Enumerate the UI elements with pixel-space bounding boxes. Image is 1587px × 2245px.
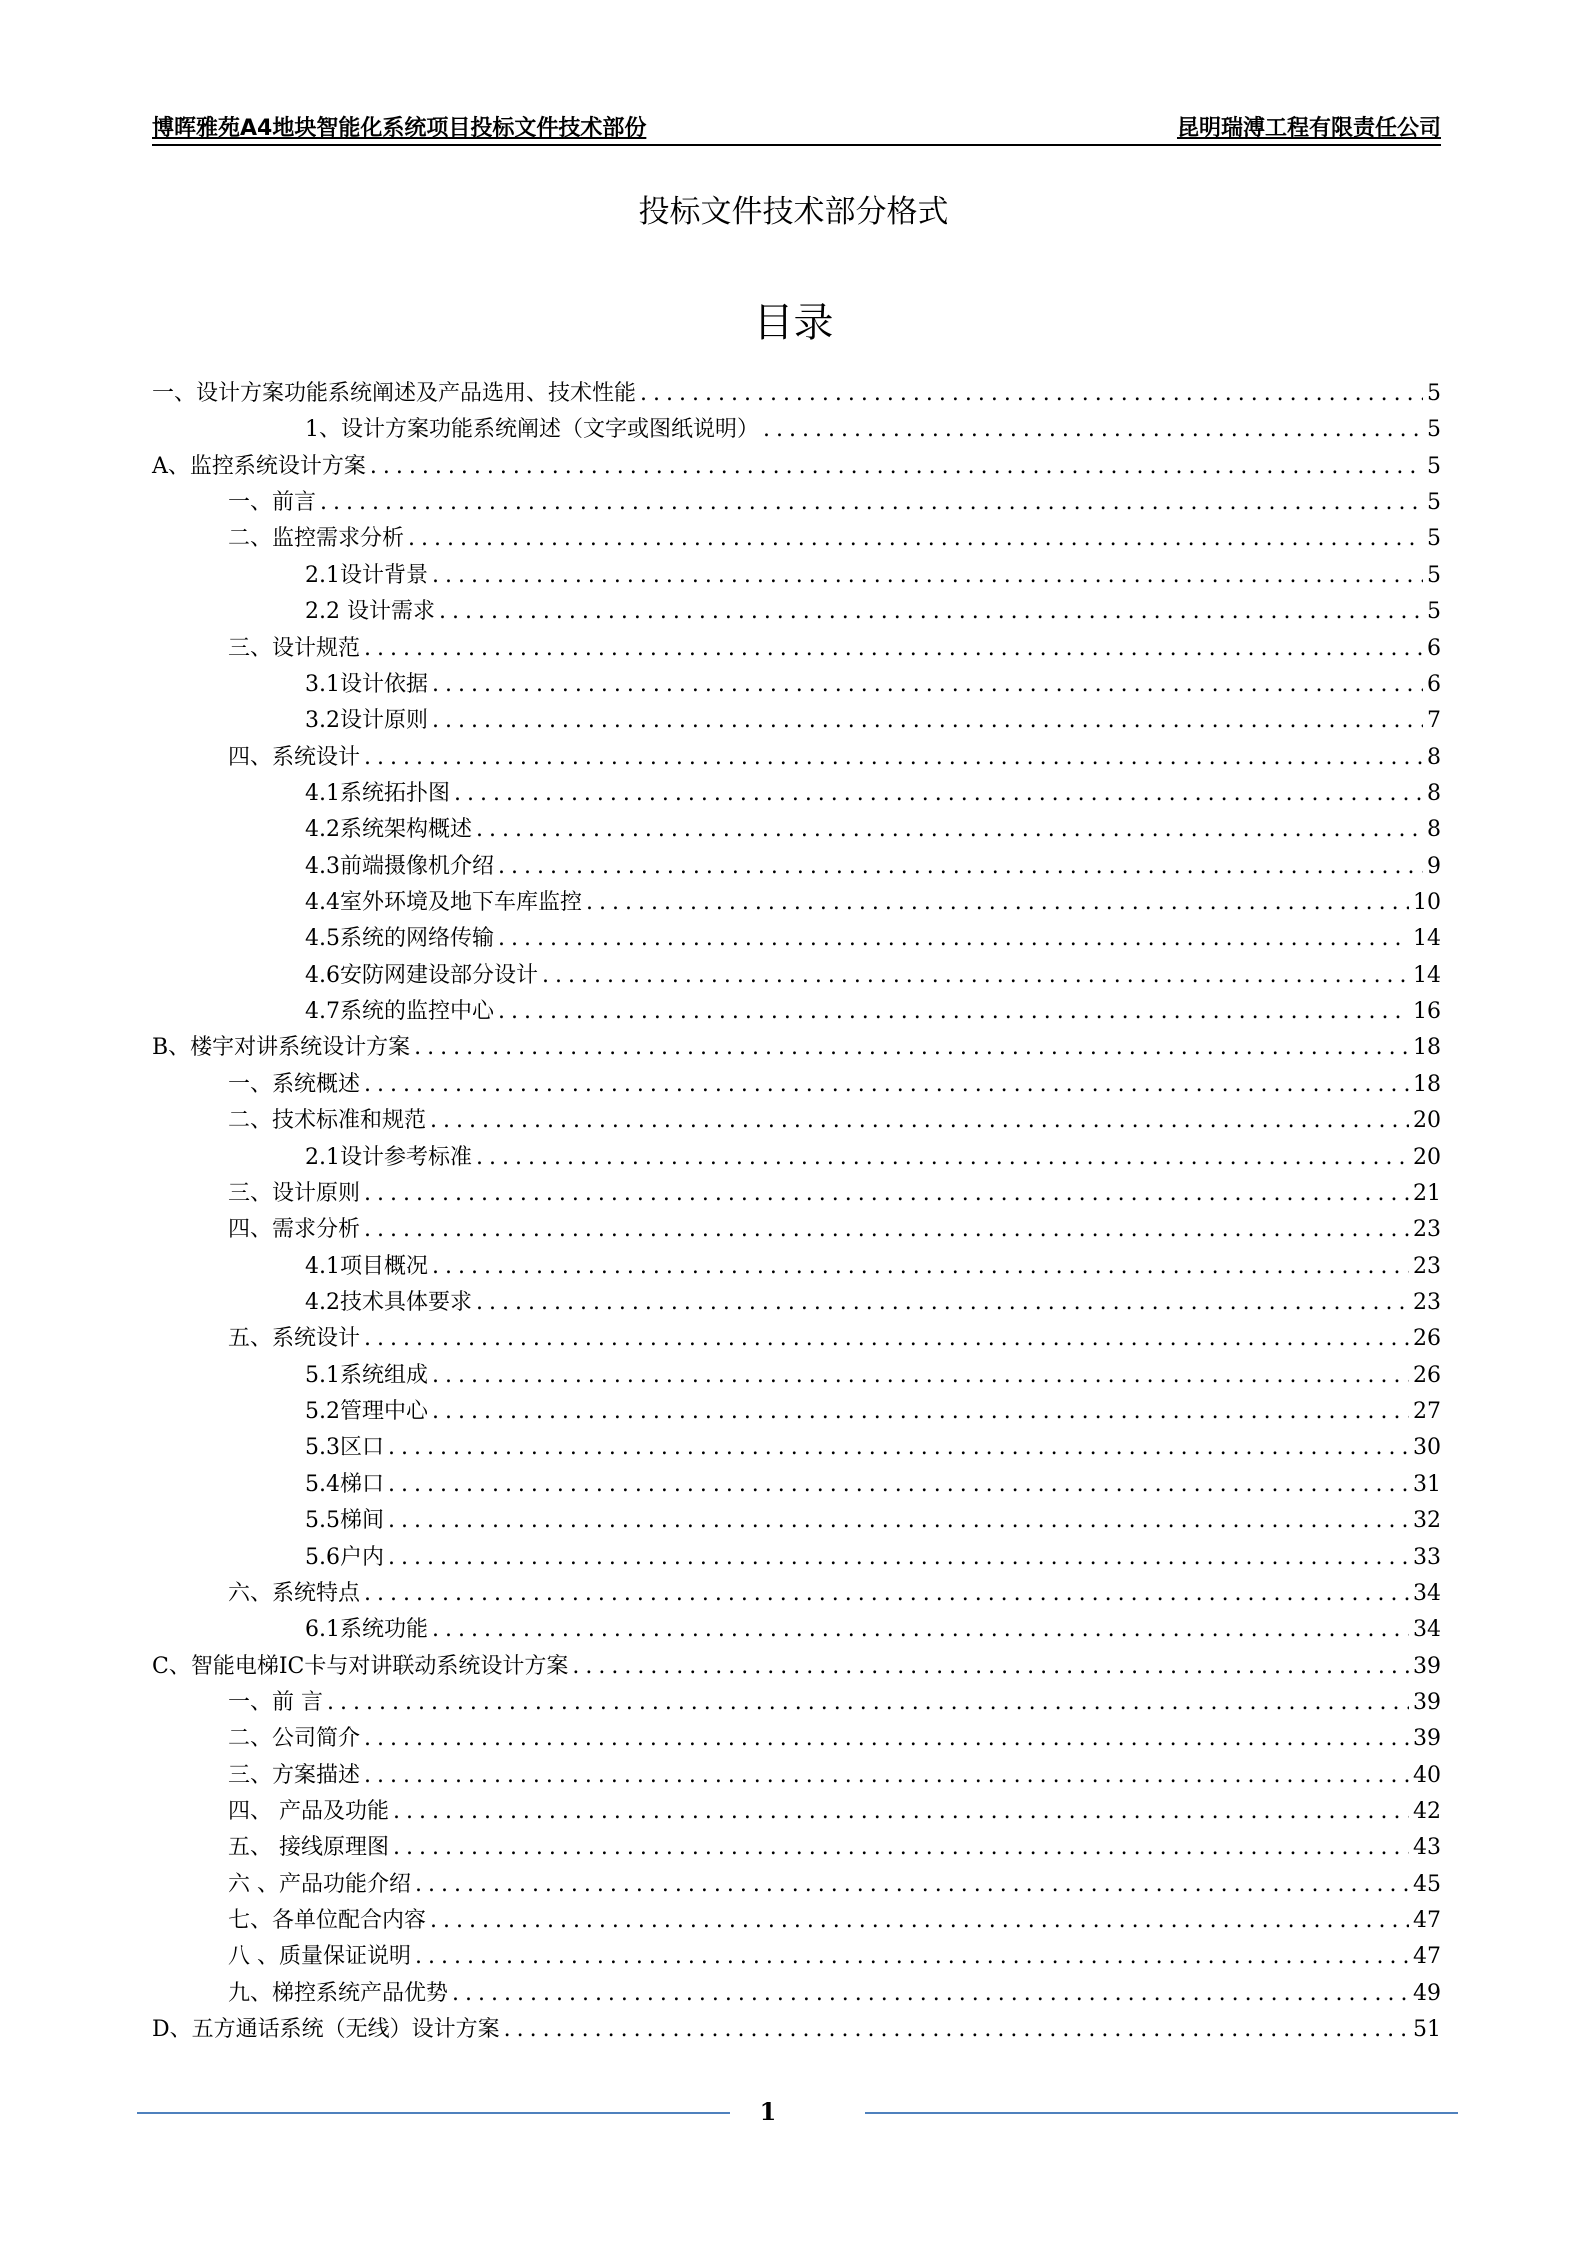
toc-entry-page: 5 bbox=[1427, 490, 1441, 516]
toc-entry[interactable] bbox=[152, 449, 1441, 485]
toc-dot-leader bbox=[415, 1867, 1409, 1903]
toc-entry[interactable] bbox=[152, 1212, 1441, 1248]
toc-entry-page: 26 bbox=[1413, 1326, 1441, 1352]
toc-entry-page: 18 bbox=[1413, 1035, 1441, 1061]
toc-entry-page: 8 bbox=[1427, 744, 1441, 770]
toc-entry-page: 5 bbox=[1427, 453, 1441, 479]
toc-entry-title: 4.6安防网建设部分设计 bbox=[305, 962, 538, 988]
toc-entry-title: 2.1设计参考标准 bbox=[305, 1144, 472, 1170]
toc-entry-title: 2.1设计背景 bbox=[305, 562, 428, 588]
toc-entry-page: 45 bbox=[1413, 1871, 1441, 1897]
toc-entry[interactable] bbox=[152, 1830, 1441, 1866]
page-header bbox=[152, 112, 1441, 146]
toc-entry-page: 40 bbox=[1413, 1762, 1441, 1788]
toc-entry-page: 16 bbox=[1413, 999, 1441, 1025]
toc-entry-page: 23 bbox=[1413, 1253, 1441, 1279]
toc-entry-page: 39 bbox=[1413, 1726, 1441, 1752]
toc-entry-page: 26 bbox=[1413, 1362, 1441, 1388]
toc-entry[interactable] bbox=[152, 849, 1441, 885]
toc-entry-page: 34 bbox=[1413, 1617, 1441, 1643]
page-number: 1 bbox=[759, 2097, 777, 2126]
toc-entry-title: 3.2设计原则 bbox=[305, 708, 428, 734]
toc-dot-leader bbox=[393, 1830, 1409, 1866]
toc-entry-title: 4.4室外环境及地下车库监控 bbox=[305, 890, 582, 916]
toc-entry-page: 7 bbox=[1427, 708, 1441, 734]
toc-entry-title: 4.3前端摄像机介绍 bbox=[305, 853, 494, 879]
footer-divider-left bbox=[137, 2112, 730, 2114]
toc-entry-page: 6 bbox=[1427, 635, 1441, 661]
toc-dot-leader bbox=[364, 1576, 1409, 1612]
toc-entry-title: 四、 产品及功能 bbox=[228, 1799, 389, 1825]
toc-entry-page: 23 bbox=[1413, 1289, 1441, 1315]
toc-entry-page: 47 bbox=[1413, 1908, 1441, 1934]
document-title: 投标文件技术部分格式 bbox=[638, 194, 949, 230]
toc-dot-leader bbox=[364, 740, 1423, 776]
toc-dot-leader bbox=[432, 1249, 1409, 1285]
toc-entry-title: 4.5系统的网络传输 bbox=[305, 926, 494, 952]
toc-entry-title: 4.2系统架构概述 bbox=[305, 817, 472, 843]
toc-entry-page: 32 bbox=[1413, 1508, 1441, 1534]
toc-entry-page: 42 bbox=[1413, 1799, 1441, 1825]
toc-dot-leader bbox=[364, 1758, 1409, 1794]
toc-dot-leader bbox=[388, 1430, 1409, 1466]
toc-entry[interactable] bbox=[152, 376, 1441, 412]
toc-entry-title: 5.4梯口 bbox=[305, 1471, 384, 1497]
toc-entry[interactable] bbox=[152, 631, 1441, 667]
toc-dot-leader bbox=[432, 667, 1423, 703]
toc-entry-page: 8 bbox=[1427, 817, 1441, 843]
toc-entry-title: 一、系统概述 bbox=[228, 1071, 361, 1097]
toc-dot-leader bbox=[364, 1212, 1409, 1248]
toc-entry-page: 5 bbox=[1427, 599, 1441, 625]
toc-dot-leader bbox=[370, 449, 1423, 485]
toc-entry-title: 一、前言 bbox=[228, 490, 317, 516]
toc-dot-leader bbox=[504, 2012, 1409, 2048]
toc-dot-leader bbox=[432, 558, 1423, 594]
toc-entry-title: C、智能电梯IC卡与对讲联动系统设计方案 bbox=[152, 1653, 569, 1679]
toc-entry[interactable] bbox=[152, 485, 1441, 521]
toc-entry-title: 一、设计方案功能系统阐述及产品选用、技术性能 bbox=[152, 381, 637, 406]
toc-entry-page: 5 bbox=[1427, 526, 1441, 552]
toc-entry-page: 20 bbox=[1413, 1108, 1441, 1134]
toc-entry[interactable] bbox=[152, 1612, 1441, 1648]
toc-dot-leader bbox=[432, 1612, 1409, 1648]
toc-entry[interactable] bbox=[152, 812, 1441, 848]
toc-entry[interactable] bbox=[152, 1394, 1441, 1430]
toc-entry[interactable] bbox=[152, 1285, 1441, 1321]
toc-entry[interactable] bbox=[152, 1794, 1441, 1830]
toc-entry[interactable] bbox=[152, 1140, 1441, 1176]
toc-entry-title: 五、系统设计 bbox=[228, 1326, 361, 1352]
toc-entry-title: 1、设计方案功能系统阐述（文字或图纸说明） bbox=[305, 417, 759, 443]
toc-entry-title: 4.2技术具体要求 bbox=[305, 1289, 472, 1315]
toc-entry-page: 5 bbox=[1427, 381, 1441, 406]
toc-dot-leader bbox=[430, 1903, 1409, 1939]
toc-dot-leader bbox=[432, 1394, 1409, 1430]
toc-dot-leader bbox=[763, 412, 1423, 448]
toc-entry-title: 6.1系统功能 bbox=[305, 1617, 428, 1643]
toc-dot-leader bbox=[498, 921, 1409, 957]
toc-entry-page: 14 bbox=[1413, 926, 1441, 952]
toc-entry[interactable] bbox=[152, 558, 1441, 594]
toc-entry-title: 六 、产品功能介绍 bbox=[228, 1871, 411, 1897]
toc-entry-page: 34 bbox=[1413, 1580, 1441, 1606]
toc-entry[interactable] bbox=[152, 412, 1441, 448]
toc-entry-page: 30 bbox=[1413, 1435, 1441, 1461]
toc-entry-title: A、监控系统设计方案 bbox=[152, 453, 366, 479]
toc-entry-title: 5.1系统组成 bbox=[305, 1362, 428, 1388]
toc-entry[interactable] bbox=[152, 1939, 1441, 1975]
toc-entry-title: 五、 接线原理图 bbox=[228, 1835, 389, 1861]
toc-entry-title: 5.6户内 bbox=[305, 1544, 384, 1570]
toc-entry[interactable] bbox=[152, 1685, 1441, 1721]
toc-entry[interactable] bbox=[152, 740, 1441, 776]
toc-entry[interactable] bbox=[152, 1321, 1441, 1357]
toc-dot-leader bbox=[454, 776, 1423, 812]
toc-entry-page: 8 bbox=[1427, 780, 1441, 806]
toc-entry[interactable] bbox=[152, 1176, 1441, 1212]
toc-entry-page: 20 bbox=[1413, 1144, 1441, 1170]
toc-entry-title: 4.7系统的监控中心 bbox=[305, 999, 494, 1025]
toc-entry[interactable] bbox=[152, 1467, 1441, 1503]
toc-entry-page: 31 bbox=[1413, 1471, 1441, 1497]
toc-entry[interactable] bbox=[152, 1867, 1441, 1903]
toc-dot-leader bbox=[498, 849, 1423, 885]
toc-entry[interactable] bbox=[152, 1030, 1441, 1066]
toc-entry-page: 5 bbox=[1427, 417, 1441, 443]
toc-entry[interactable] bbox=[152, 1576, 1441, 1612]
toc-dot-leader bbox=[364, 631, 1423, 667]
toc-entry-page: 51 bbox=[1413, 2017, 1441, 2043]
toc-entry[interactable] bbox=[152, 1540, 1441, 1576]
toc-entry-title: 二、监控需求分析 bbox=[228, 526, 405, 552]
toc-entry-title: 3.1设计依据 bbox=[305, 671, 428, 697]
toc-entry[interactable] bbox=[152, 1358, 1441, 1394]
toc-entry-page: 5 bbox=[1427, 562, 1441, 588]
toc-dot-leader bbox=[388, 1503, 1409, 1539]
toc-entry-title: 5.2管理中心 bbox=[305, 1399, 428, 1425]
toc-entry-page: 14 bbox=[1413, 962, 1441, 988]
toc-entry-page: 49 bbox=[1413, 1980, 1441, 2006]
toc-dot-leader bbox=[452, 1976, 1409, 2012]
toc-entry-title: 4.1项目概况 bbox=[305, 1253, 428, 1279]
footer-divider-right bbox=[865, 2112, 1458, 2114]
header-company-name: 昆明瑞溥工程有限责任公司 bbox=[1176, 116, 1441, 141]
toc-dot-leader bbox=[542, 958, 1409, 994]
toc-entry[interactable] bbox=[152, 776, 1441, 812]
toc-entry-page: 18 bbox=[1413, 1071, 1441, 1097]
toc-dot-leader bbox=[439, 594, 1423, 630]
toc-dot-leader bbox=[364, 1176, 1409, 1212]
toc-entry[interactable] bbox=[152, 1903, 1441, 1939]
toc-entry[interactable] bbox=[152, 994, 1441, 1030]
header-project-title: 博晖雅苑A4地块智能化系统项目投标文件技术部份 bbox=[152, 116, 647, 141]
toc-entry[interactable] bbox=[152, 1758, 1441, 1794]
toc-dot-leader bbox=[430, 1103, 1409, 1139]
toc-entry-page: 33 bbox=[1413, 1544, 1441, 1570]
toc-dot-leader bbox=[408, 521, 1423, 557]
toc-entry-page: 27 bbox=[1413, 1399, 1441, 1425]
toc-entry-title: 四、需求分析 bbox=[228, 1217, 361, 1243]
toc-dot-leader bbox=[388, 1467, 1409, 1503]
toc-entry-title: 八 、质量保证说明 bbox=[228, 1944, 411, 1970]
toc-entry[interactable] bbox=[152, 1721, 1441, 1757]
toc-entry-page: 43 bbox=[1413, 1835, 1441, 1861]
toc-entry-page: 9 bbox=[1427, 853, 1441, 879]
toc-entry[interactable] bbox=[152, 921, 1441, 957]
toc-dot-leader bbox=[414, 1030, 1409, 1066]
toc-entry-title: 七、各单位配合内容 bbox=[228, 1908, 427, 1934]
toc-entry-title: 2.2 设计需求 bbox=[305, 599, 435, 625]
toc-entry[interactable] bbox=[152, 594, 1441, 630]
toc-entry-title: 5.5梯间 bbox=[305, 1508, 384, 1534]
toc-entry[interactable] bbox=[152, 1249, 1441, 1285]
toc-dot-leader bbox=[498, 994, 1409, 1030]
toc-dot-leader bbox=[393, 1794, 1409, 1830]
toc-entry[interactable] bbox=[152, 667, 1441, 703]
toc-entry-page: 6 bbox=[1427, 671, 1441, 697]
toc-entry[interactable] bbox=[152, 1649, 1441, 1685]
toc-entry-title: 二、技术标准和规范 bbox=[228, 1108, 427, 1134]
toc-entry-title: 一、前 言 bbox=[228, 1689, 323, 1715]
toc-entry[interactable] bbox=[152, 703, 1441, 739]
toc-dot-leader bbox=[320, 485, 1423, 521]
toc-entry-title: 六、系统特点 bbox=[228, 1580, 361, 1606]
toc-entry-title: 九、梯控系统产品优势 bbox=[228, 1980, 449, 2006]
toc-entry-title: D、五方通话系统（无线）设计方案 bbox=[152, 2017, 500, 2043]
toc-entry-page: 39 bbox=[1413, 1653, 1441, 1679]
toc-dot-leader bbox=[476, 1140, 1409, 1176]
toc-entry-title: 四、系统设计 bbox=[228, 744, 361, 770]
toc-entry-page: 39 bbox=[1413, 1689, 1441, 1715]
toc-entry-title: 二、公司简介 bbox=[228, 1726, 361, 1752]
toc-entry[interactable] bbox=[152, 958, 1441, 994]
toc-heading: 目录 bbox=[753, 300, 834, 346]
toc-entry-title: 5.3区口 bbox=[305, 1435, 384, 1461]
toc-entry[interactable] bbox=[152, 885, 1441, 921]
toc-entry-title: B、楼宇对讲系统设计方案 bbox=[152, 1035, 411, 1061]
toc-dot-leader bbox=[364, 1067, 1409, 1103]
toc-dot-leader bbox=[364, 1721, 1409, 1757]
toc-dot-leader bbox=[388, 1540, 1409, 1576]
toc-entry-title: 三、方案描述 bbox=[228, 1762, 361, 1788]
toc-entry-page: 21 bbox=[1413, 1180, 1441, 1206]
toc-dot-leader bbox=[476, 1285, 1409, 1321]
toc-entry[interactable] bbox=[152, 1430, 1441, 1466]
toc-entry[interactable] bbox=[152, 1976, 1441, 2012]
toc-entry-page: 47 bbox=[1413, 1944, 1441, 1970]
toc-entry[interactable] bbox=[152, 1503, 1441, 1539]
toc-dot-leader bbox=[415, 1939, 1409, 1975]
toc-entry[interactable] bbox=[152, 521, 1441, 557]
toc-dot-leader bbox=[432, 703, 1423, 739]
toc-dot-leader bbox=[640, 376, 1423, 412]
toc-entry[interactable] bbox=[152, 2012, 1441, 2048]
toc-dot-leader bbox=[572, 1649, 1409, 1685]
toc-dot-leader bbox=[327, 1685, 1409, 1721]
toc-entry-page: 23 bbox=[1413, 1217, 1441, 1243]
toc-dot-leader bbox=[432, 1358, 1409, 1394]
toc-entry-title: 三、设计原则 bbox=[228, 1180, 361, 1206]
toc-dot-leader bbox=[586, 885, 1409, 921]
toc-dot-leader bbox=[364, 1321, 1409, 1357]
toc-entry-title: 三、设计规范 bbox=[228, 635, 361, 661]
toc-entry[interactable] bbox=[152, 1103, 1441, 1139]
toc-entry-page: 10 bbox=[1413, 890, 1441, 916]
table-of-contents bbox=[152, 376, 1441, 2049]
toc-entry[interactable] bbox=[152, 1067, 1441, 1103]
toc-dot-leader bbox=[476, 812, 1423, 848]
toc-entry-title: 4.1系统拓扑图 bbox=[305, 780, 450, 806]
